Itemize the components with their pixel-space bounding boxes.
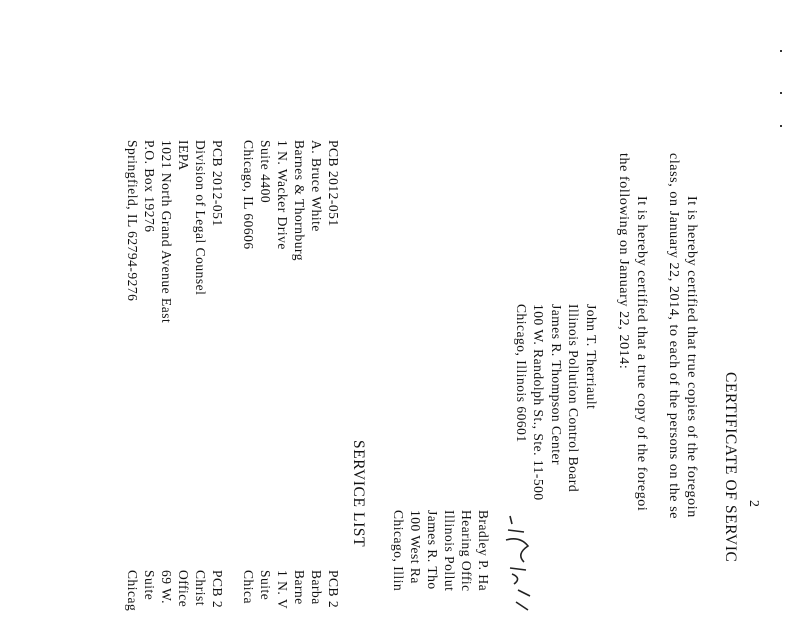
address-line: PCB 2012-051 xyxy=(210,140,225,227)
scan-mark xyxy=(780,50,782,52)
address-line: Chicago, Illin xyxy=(391,510,406,592)
address-line: John T. Therriault xyxy=(584,304,599,410)
scan-mark xyxy=(780,125,782,127)
signature xyxy=(500,510,534,618)
address-line: Chicag xyxy=(125,570,140,612)
address-line: Office xyxy=(176,570,191,608)
address-line: 100 West Ra xyxy=(408,510,423,584)
address-line: Springfield, IL 62794-9276 xyxy=(125,140,140,302)
address-line: Chicago, IL 60606 xyxy=(241,140,256,250)
scan-mark xyxy=(780,92,782,94)
address-line: Suite xyxy=(258,570,273,601)
address-line: 69 W. xyxy=(159,570,174,605)
address-line: PCB 2 xyxy=(210,570,225,609)
certificate-para1-line1: It is hereby certified that true copies of the foregoin xyxy=(684,196,699,518)
address-line: Division of Legal Counsel xyxy=(193,140,208,296)
address-line: PCB 2 xyxy=(326,570,341,609)
page-number: 2 xyxy=(746,500,761,508)
service-list-heading: SERVICE LIST xyxy=(350,440,367,548)
address-line: 100 W. Randolph St., Ste. 11-500 xyxy=(531,304,546,501)
address-line: Suite 4400 xyxy=(258,140,273,204)
address-line: IEPA xyxy=(176,140,191,171)
address-line: Hearing Offic xyxy=(459,510,474,592)
certificate-heading: CERTIFICATE OF SERVIC xyxy=(722,372,739,563)
address-line: James R. Thompson Center xyxy=(549,304,564,465)
address-line: P.O. Box 19276 xyxy=(142,140,157,233)
address-line: Illinois Pollution Control Board xyxy=(566,304,581,493)
address-line: Barne xyxy=(292,570,307,605)
certificate-para2-line1: It is hereby certified that a true copy of the foregoi xyxy=(634,196,649,512)
address-line: Bradley P. Ha xyxy=(476,510,491,592)
address-line: Chicago, Illinois 60601 xyxy=(514,304,529,443)
address-line: Illinois Pollut xyxy=(442,510,457,592)
address-line: Barnes & Thornburg xyxy=(292,140,307,261)
address-line: PCB 2012-051 xyxy=(326,140,341,227)
address-line: A. Bruce White xyxy=(309,140,324,232)
address-line: 1 N. Wacker Drive xyxy=(275,140,290,250)
certificate-para2-line2: the following on January 22, 2014: xyxy=(616,153,631,370)
address-line: Chica xyxy=(241,570,256,604)
address-line: 1021 North Grand Avenue East xyxy=(159,140,174,324)
address-line: Suite xyxy=(142,570,157,601)
address-line: Barba xyxy=(309,570,324,605)
address-line: James R. Tho xyxy=(425,510,440,590)
address-line: 1 N. V xyxy=(275,570,290,610)
certificate-para1-line2: class, on January 22, 2014, to each of the persons on the se xyxy=(666,153,681,520)
address-line: Christ xyxy=(193,570,208,607)
